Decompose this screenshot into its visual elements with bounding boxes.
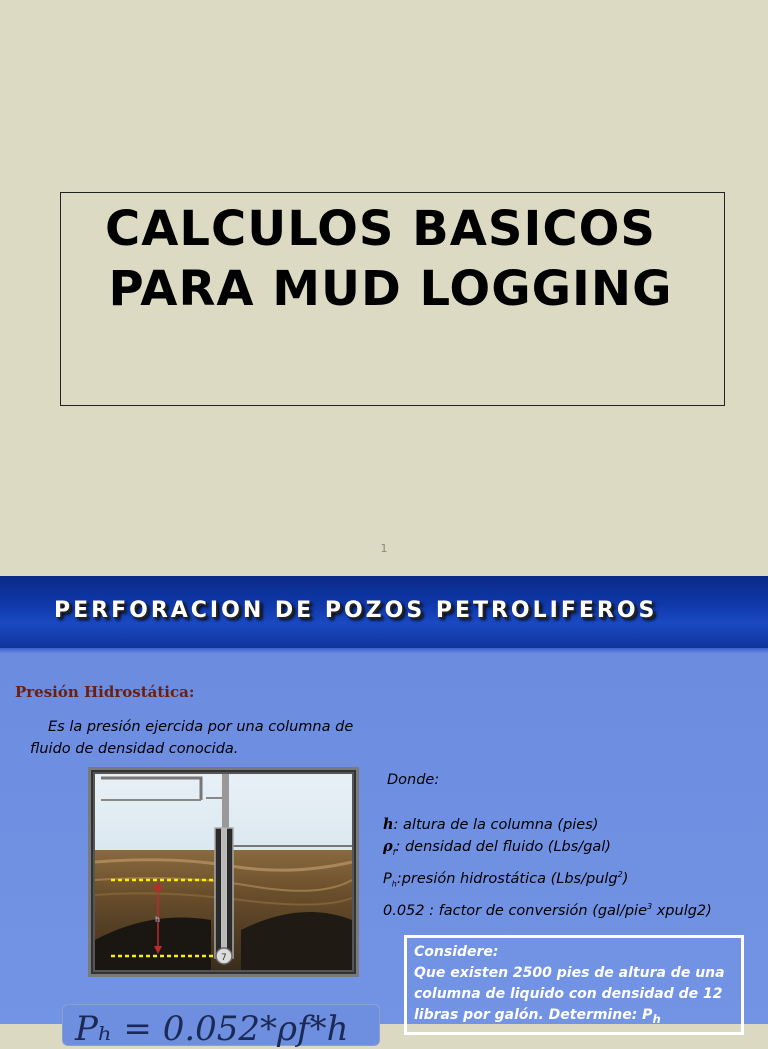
derrick-pipe [222,774,229,834]
well-diagram [91,770,356,974]
gauge-label: 7 [221,953,227,963]
slide-number: 1 [380,542,388,555]
donde-label: Donde: [387,772,440,788]
formula-box [62,1004,380,1049]
definition-rho: $\rho_f$: densidad del fluido (Lbs/gal) [383,838,611,857]
banner-title: PERFORACION DE POZOS PETROLIFEROS [54,598,658,623]
well-illustration [88,767,359,977]
h-label: h [155,915,161,924]
consider-body: Que existen 2500 pies de altura de una columna de liquido con densidad de 12 libras por galón. Determine: $P_h$ [414,965,725,1026]
definition-ph: $P_h:presión$ hidrostática (Lbs/pulg$^2$) [383,869,629,889]
intro-text: Es la presión ejercida por una columna de fluido de densidad conocida. [30,719,354,757]
title-box [60,192,725,406]
definitions [383,814,712,921]
slide-2 [0,576,768,1049]
consider-box [404,935,744,1035]
definition-factor: 0.052 : factor de conversión (gal/pie$^3$ xpulg2) [383,901,712,919]
formula-text: Pₕ = 0.052*ρf*h [75,1009,349,1049]
title-line-2: PARA MUD LOGGING [108,261,673,317]
banner [0,576,768,654]
title-line-1: CALCULOS BASICOS [105,201,656,257]
section-title: Presión Hidrostática: [15,683,195,701]
definition-h: h: altura de la columna (pies) [383,816,599,833]
drill-pipe [221,828,227,958]
consider-heading: Considere: [414,944,499,960]
